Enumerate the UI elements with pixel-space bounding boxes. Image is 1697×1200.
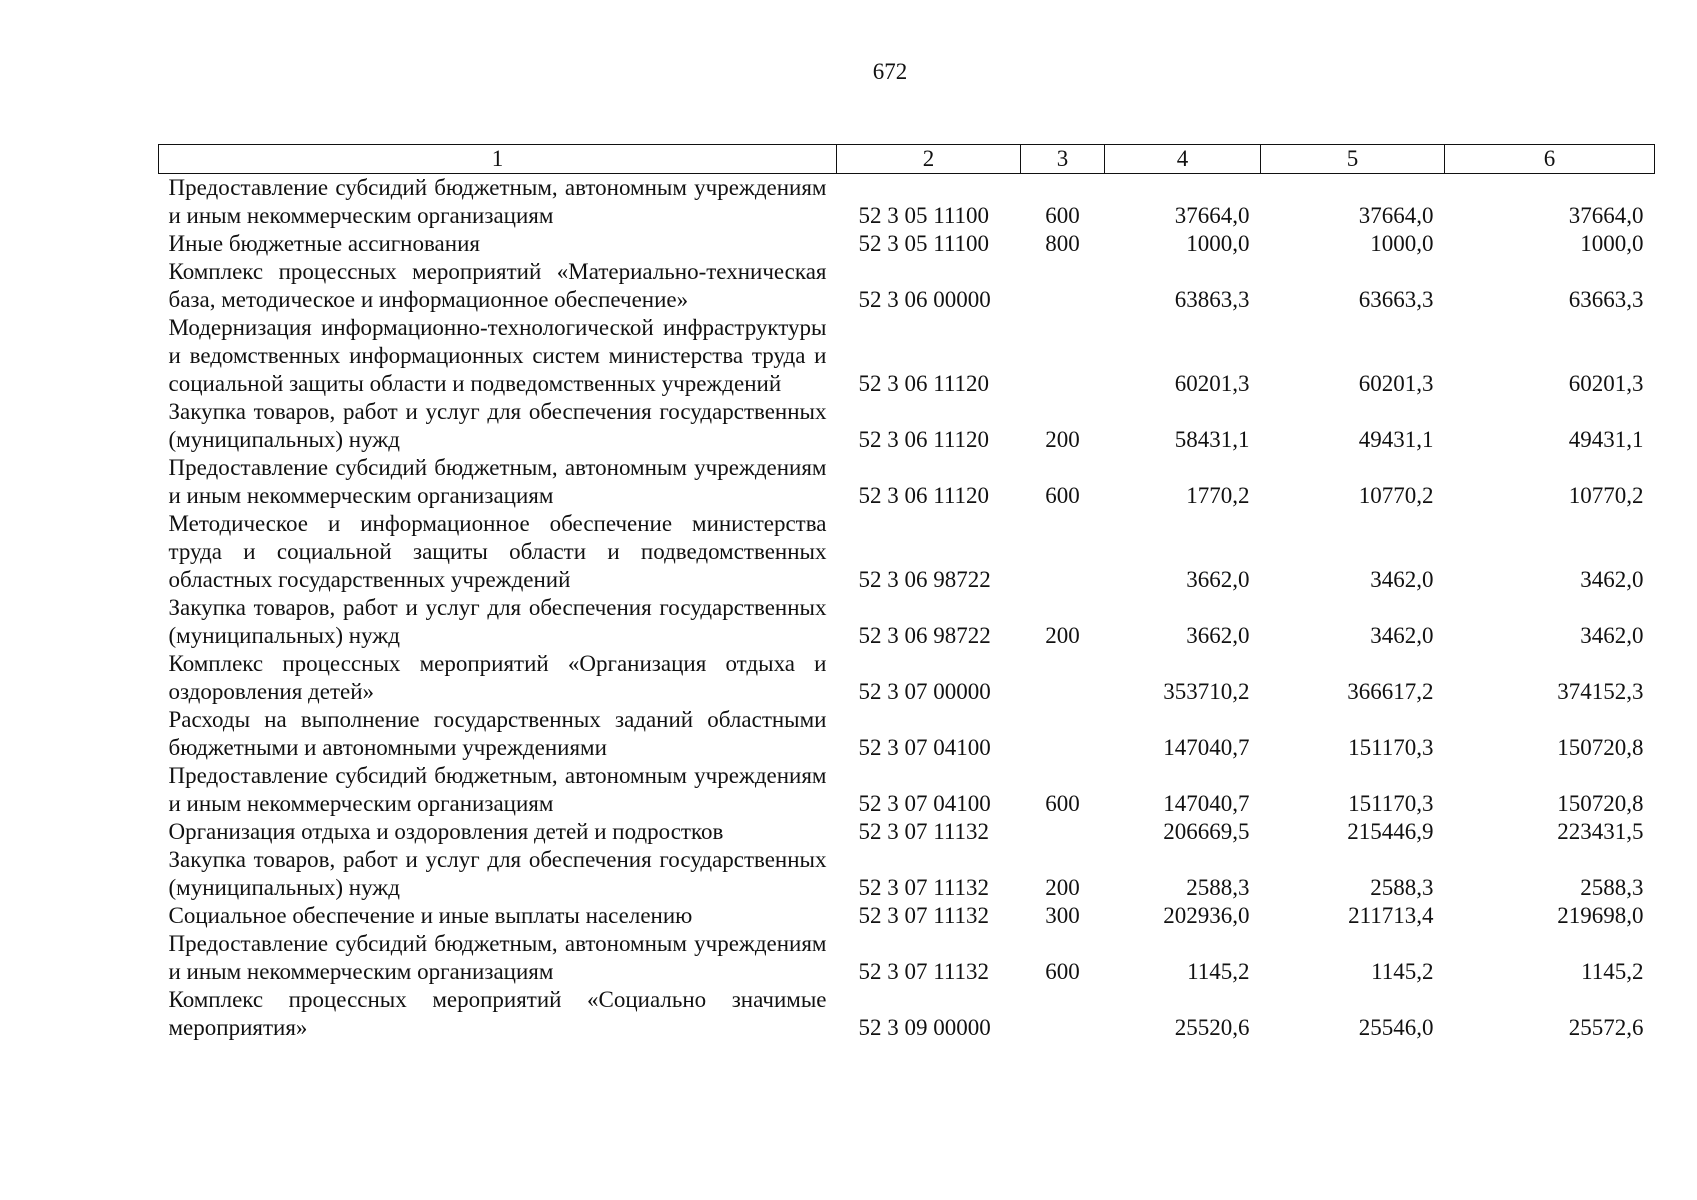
row-value-col4: 1145,2 [1187,959,1250,984]
row-value-col6: 25572,6 [1568,1015,1644,1040]
row-kind-cell [1021,510,1105,594]
row-code-cell: 52 3 07 11132 [858,959,990,984]
table-row [159,986,1655,1042]
row-value-col6: 219698,0 [1557,903,1644,928]
row-name-cell: Предоставление субсидий бюджетным, автономным учреждениям и иным некоммерческим организациям [168,763,827,816]
table-row [159,930,1655,986]
row-name-cell: Комплекс процессных мероприятий «Материально-техническая база, методическое и информационное обеспечение» [168,259,827,312]
row-value-col5: 151170,3 [1348,735,1434,760]
row-code-cell: 52 3 06 98722 [858,567,991,592]
table-row [159,174,1655,231]
row-code-cell: 52 3 07 11132 [858,903,990,928]
column-header-6: 6 [1445,145,1655,174]
budget-table [158,144,1655,1042]
table-row [159,454,1655,510]
row-value-col6: 49431,1 [1568,427,1644,452]
row-name-cell: Закупка товаров, работ и услуг для обеспечения государственных (муниципальных) нужд [168,399,827,452]
row-name-cell: Комплекс процессных мероприятий «Организация отдыха и оздоровления детей» [168,651,827,704]
row-kind-cell: 600 [1045,483,1080,508]
row-value-col5: 37664,0 [1358,203,1434,228]
row-kind-cell: 200 [1045,875,1080,900]
column-header-1: 1 [159,145,837,174]
row-value-col6: 374152,3 [1557,679,1644,704]
table-row [159,706,1655,762]
row-kind-cell: 300 [1045,903,1080,928]
table-row [159,594,1655,650]
row-value-col5: 215446,9 [1347,819,1434,844]
row-kind-cell [1021,258,1105,314]
table-body [159,174,1655,1043]
row-value-col6: 1000,0 [1580,231,1644,256]
row-value-col4: 3662,0 [1186,623,1250,648]
row-name-cell: Предоставление субсидий бюджетным, автономным учреждениям и иным некоммерческим организациям [168,175,827,228]
row-value-col6: 10770,2 [1568,483,1644,508]
row-value-col4: 25520,6 [1174,1015,1250,1040]
row-name-cell: Иные бюджетные ассигнования [168,231,480,256]
row-value-col4: 147040,7 [1163,791,1250,816]
row-value-col5: 49431,1 [1358,427,1434,452]
column-header-4: 4 [1105,145,1261,174]
row-value-col6: 150720,8 [1557,735,1644,760]
row-code-cell: 52 3 07 04100 [858,791,991,816]
table-row [159,902,1655,930]
row-kind-cell [1021,986,1105,1042]
row-code-cell: 52 3 06 98722 [858,623,991,648]
row-name-cell: Комплекс процессных мероприятий «Социально значимые мероприятия» [168,987,827,1040]
row-value-col5: 2588,3 [1370,875,1434,900]
row-code-cell: 52 3 07 11132 [858,819,990,844]
row-value-col4: 206669,5 [1163,819,1250,844]
row-kind-cell [1021,818,1105,846]
row-value-col5: 1000,0 [1370,231,1434,256]
row-value-col5: 60201,3 [1358,371,1434,396]
row-code-cell: 52 3 07 00000 [858,679,991,704]
row-value-col6: 37664,0 [1568,203,1644,228]
row-value-col6: 150720,8 [1557,791,1644,816]
row-code-cell: 52 3 06 11120 [858,483,990,508]
row-kind-cell: 600 [1045,791,1080,816]
row-value-col6: 223431,5 [1557,819,1644,844]
row-code-cell: 52 3 05 11100 [858,203,990,228]
column-header-2: 2 [837,145,1021,174]
row-value-col5: 211713,4 [1348,903,1434,928]
row-code-cell: 52 3 07 04100 [858,735,991,760]
row-name-cell: Социальное обеспечение и иные выплаты населению [168,903,693,928]
row-code-cell: 52 3 05 11100 [858,231,990,256]
row-code-cell: 52 3 06 00000 [858,287,991,312]
row-value-col6: 3462,0 [1580,623,1644,648]
row-name-cell: Организация отдыха и оздоровления детей и подростков [168,819,724,844]
row-value-col4: 147040,7 [1163,735,1250,760]
row-name-cell: Закупка товаров, работ и услуг для обеспечения государственных (муниципальных) нужд [168,847,827,900]
column-header-3: 3 [1021,145,1105,174]
row-value-col4: 60201,3 [1174,371,1250,396]
row-value-col4: 3662,0 [1186,567,1250,592]
table-row [159,762,1655,818]
row-kind-cell: 800 [1045,231,1080,256]
row-value-col4: 58431,1 [1174,427,1250,452]
table-row [159,258,1655,314]
row-name-cell: Предоставление субсидий бюджетным, автономным учреждениям и иным некоммерческим организациям [168,455,827,508]
row-kind-cell: 200 [1045,623,1080,648]
column-header-5: 5 [1261,145,1445,174]
row-value-col4: 202936,0 [1163,903,1250,928]
row-value-col5: 366617,2 [1347,679,1434,704]
row-code-cell: 52 3 06 11120 [858,371,990,396]
row-value-col4: 2588,3 [1186,875,1250,900]
row-value-col6: 63663,3 [1568,287,1644,312]
row-value-col6: 2588,3 [1580,875,1644,900]
row-kind-cell: 200 [1045,427,1080,452]
page-number: 672 [872,59,908,84]
table-row [159,650,1655,706]
row-kind-cell [1021,706,1105,762]
row-name-cell: Предоставление субсидий бюджетным, автономным учреждениям и иным некоммерческим организациям [168,931,827,984]
table-row [159,818,1655,846]
table-row [159,398,1655,454]
table-row [159,510,1655,594]
row-name-cell: Расходы на выполнение государственных заданий областными бюджетными и автономными учреждениями [168,707,827,760]
row-value-col6: 1145,2 [1581,959,1644,984]
row-kind-cell [1021,650,1105,706]
row-value-col5: 1145,2 [1371,959,1434,984]
row-name-cell: Закупка товаров, работ и услуг для обеспечения государственных (муниципальных) нужд [168,595,827,648]
row-value-col6: 60201,3 [1568,371,1644,396]
table-row [159,230,1655,258]
table-header-row [159,145,1655,174]
row-code-cell: 52 3 06 11120 [858,427,990,452]
row-value-col4: 37664,0 [1174,203,1250,228]
row-value-col5: 3462,0 [1370,623,1434,648]
table-row [159,314,1655,398]
row-value-col4: 63863,3 [1174,287,1250,312]
row-value-col5: 25546,0 [1358,1015,1434,1040]
row-value-col5: 3462,0 [1370,567,1434,592]
row-value-col6: 3462,0 [1580,567,1644,592]
row-value-col5: 151170,3 [1348,791,1434,816]
row-value-col4: 1000,0 [1186,231,1250,256]
table-row [159,846,1655,902]
row-value-col5: 63663,3 [1358,287,1434,312]
row-name-cell: Модернизация информационно-технологической инфраструктуры и ведомственных информационных систем министерства труда и социальной защиты области и подведомственных учреждений [168,315,827,396]
row-value-col4: 353710,2 [1163,679,1250,704]
row-kind-cell [1021,314,1105,398]
row-kind-cell: 600 [1045,203,1080,228]
row-code-cell: 52 3 09 00000 [858,1015,991,1040]
row-value-col4: 1770,2 [1186,483,1250,508]
row-value-col5: 10770,2 [1358,483,1434,508]
row-code-cell: 52 3 07 11132 [858,875,990,900]
row-name-cell: Методическое и информационное обеспечение министерства труда и социальной защиты области и подведомственных областных государственных учреждений [168,511,827,592]
row-kind-cell: 600 [1045,959,1080,984]
